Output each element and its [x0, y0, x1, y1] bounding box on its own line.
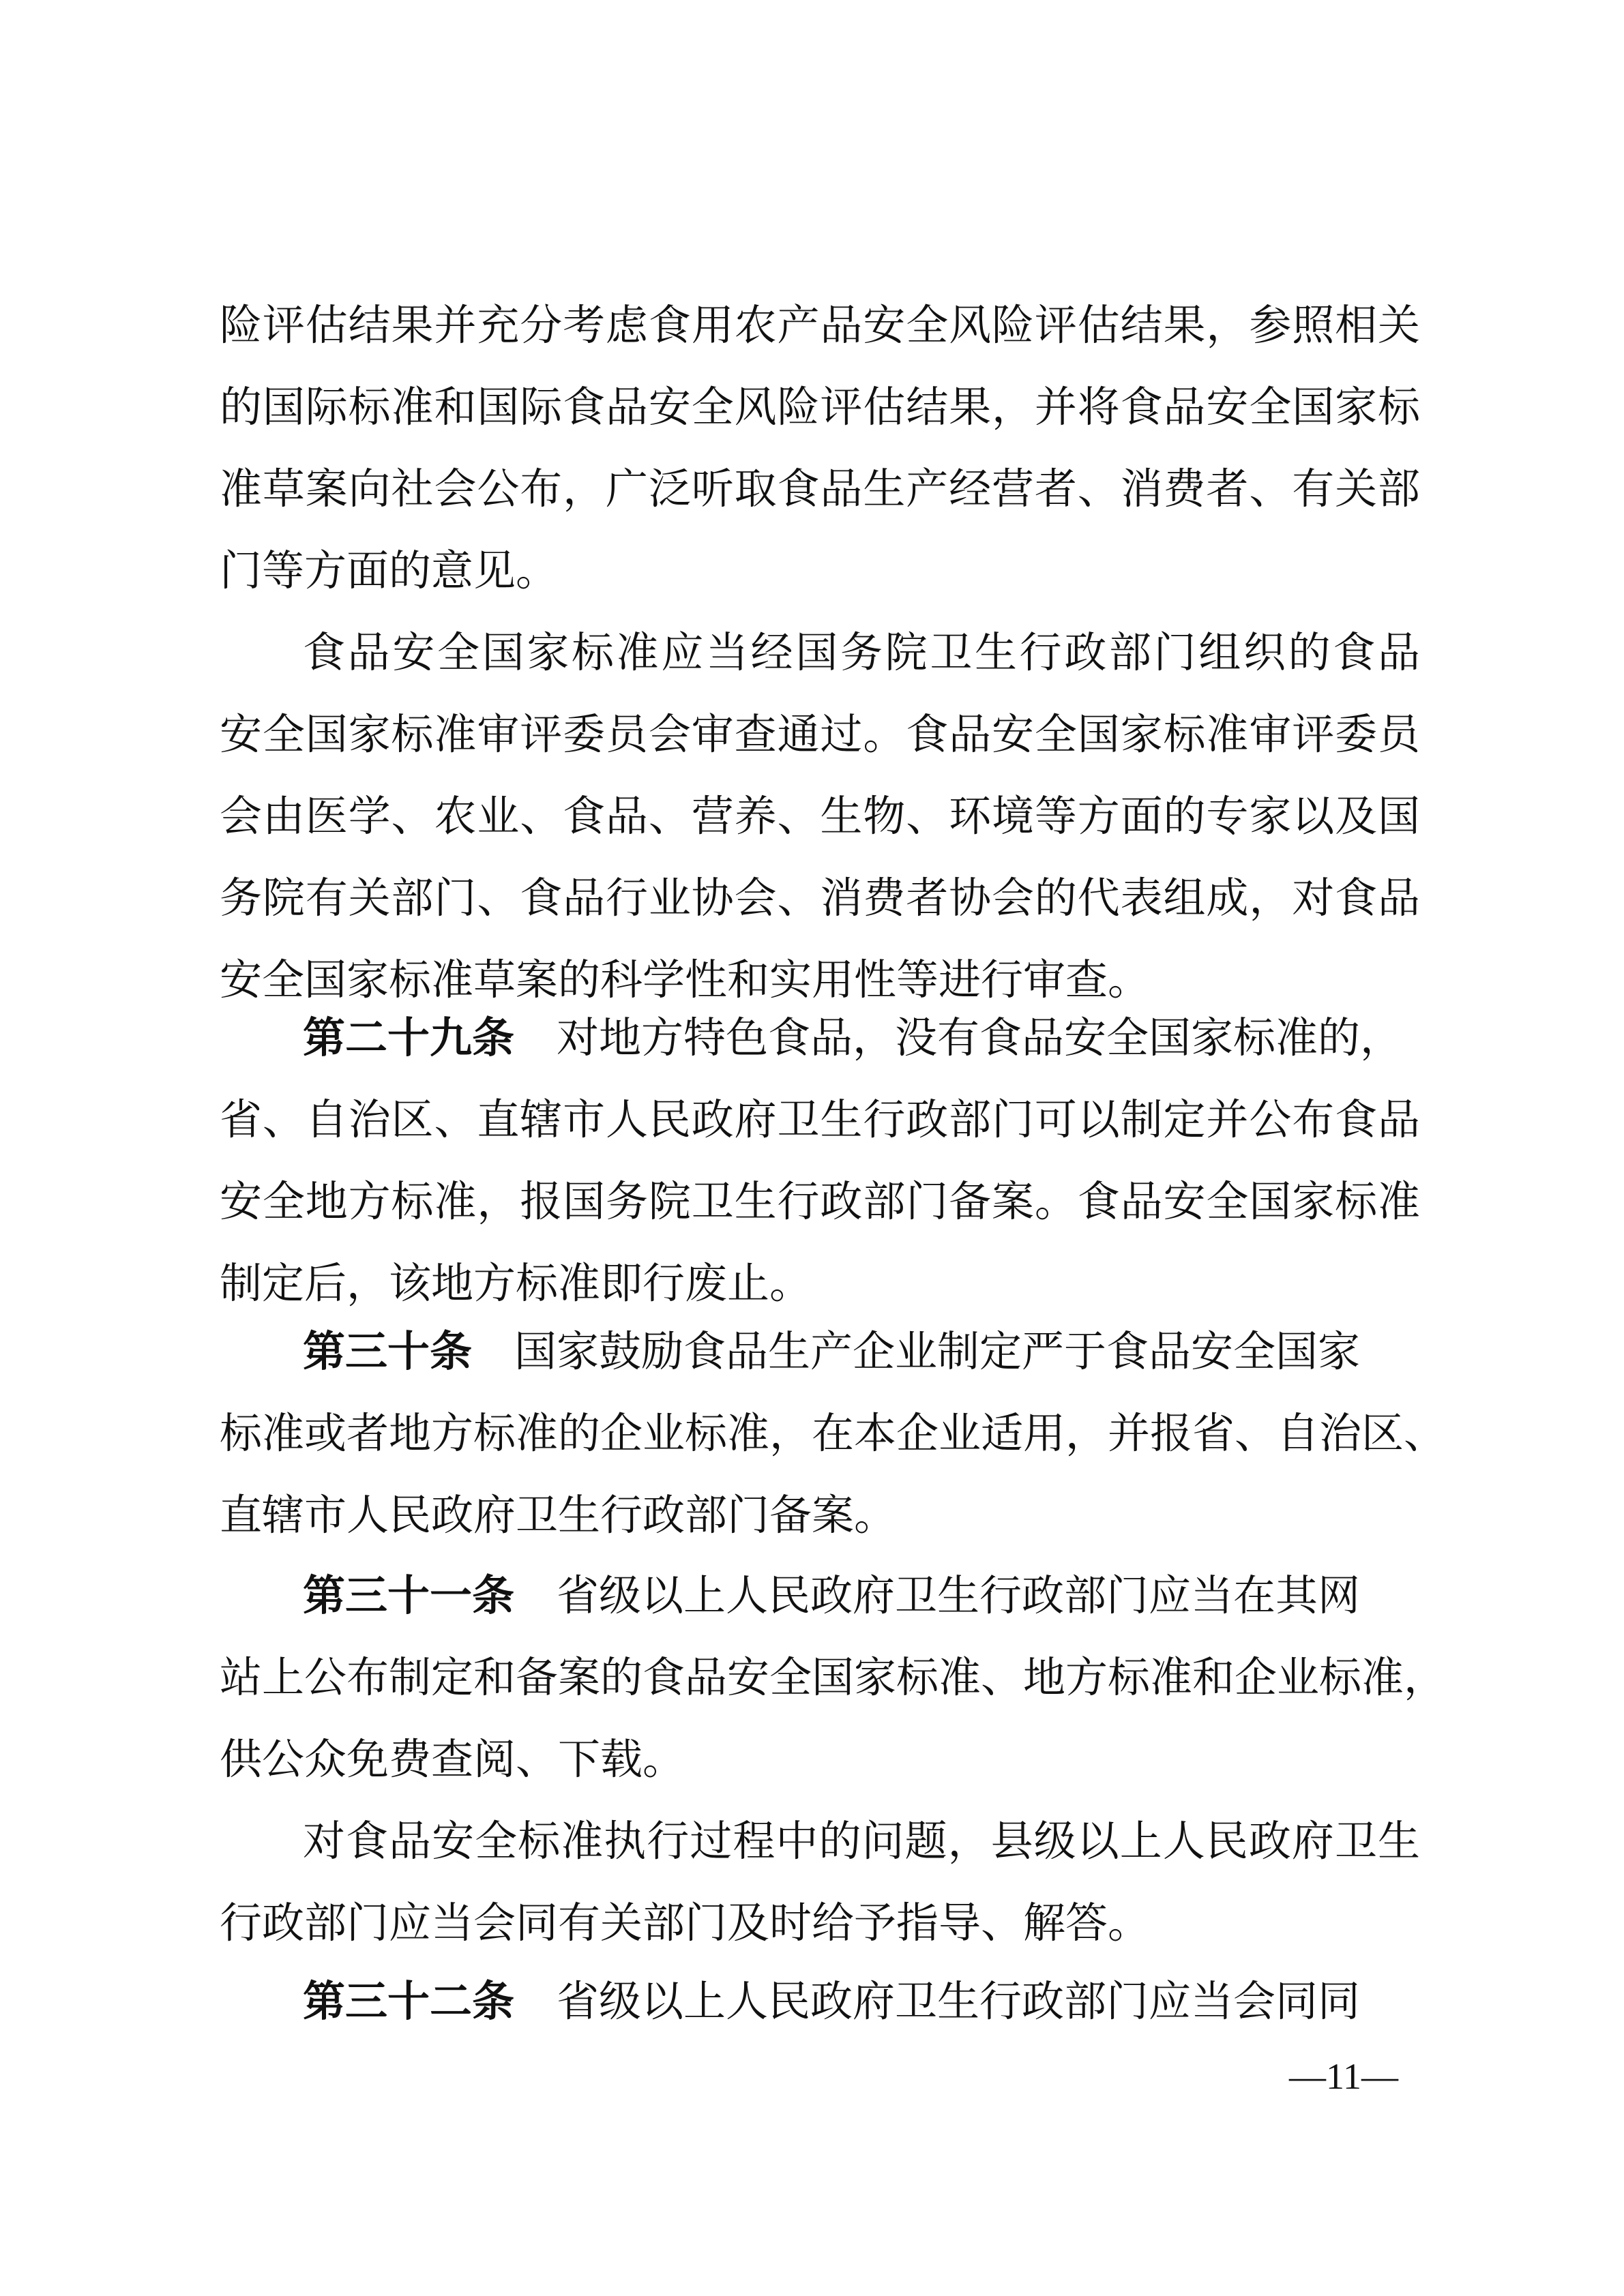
article-text: 省级以上人民政府卫生行政部门应当在其网 — [557, 1570, 1361, 1620]
article-first-line — [303, 997, 1420, 1079]
text-line: 安全国家标准草案的科学性和实用性等进行审查。 — [220, 955, 1151, 1004]
article-label: 第三十条 — [303, 1326, 473, 1376]
article-label: 第三十一条 — [303, 1570, 515, 1620]
article-first-line — [303, 1960, 1420, 2042]
text-line: 供公众免费查阅、下载。 — [220, 1734, 685, 1784]
article-text: 省级以上人民政府卫生行政部门应当会同同 — [557, 1976, 1361, 2026]
article-text: 国家鼓励食品生产企业制定严于食品安全国家 — [514, 1326, 1361, 1376]
text-line: 直辖市人民政府卫生行政部门备案。 — [220, 1490, 897, 1540]
text-line: 标准或者地方标准的企业标准，在本企业适用，并报省、自治区、 — [220, 1408, 1447, 1458]
article-label: 第二十九条 — [303, 1013, 515, 1062]
page-number: —11— — [1289, 2056, 1398, 2097]
text-line: 制定后，该地方标准即行废止。 — [220, 1258, 812, 1308]
text-line: 会由医学、农业、食品、营养、生物、环境等方面的专家以及国 — [220, 791, 1420, 841]
text-line: 站上公布制定和备案的食品安全国家标准、地方标准和企业标准， — [220, 1652, 1447, 1702]
text-line: 省、自治区、直辖市人民政府卫生行政部门可以制定并公布食品 — [220, 1094, 1420, 1144]
text-line: 安全国家标准审评委员会审查通过。食品安全国家标准审评委员 — [220, 709, 1420, 759]
text-line: 安全地方标准，报国务院卫生行政部门备案。食品安全国家标准 — [220, 1176, 1420, 1226]
article-label: 第三十二条 — [303, 1976, 515, 2026]
text-line: 险评估结果并充分考虑食用农产品安全风险评估结果，参照相关 — [220, 300, 1420, 350]
article-first-line — [303, 1311, 1420, 1392]
article-first-line — [303, 1555, 1420, 1637]
text-line: 的国际标准和国际食品安全风险评估结果，并将食品安全国家标 — [220, 382, 1420, 432]
text-line: 行政部门应当会同有关部门及时给予指导、解答。 — [220, 1898, 1151, 1948]
text-line: 务院有关部门、食品行业协会、消费者协会的代表组成，对食品 — [220, 873, 1420, 923]
text-line: 准草案向社会公布，广泛听取食品生产经营者、消费者、有关部 — [220, 464, 1420, 513]
article-text: 对地方特色食品，没有食品安全国家标准的， — [557, 1013, 1403, 1062]
text-line: 食品安全国家标准应当经国务院卫生行政部门组织的食品 — [303, 627, 1420, 677]
text-line: 门等方面的意见。 — [220, 546, 559, 595]
text-line: 对食品安全标准执行过程中的问题，县级以上人民政府卫生 — [303, 1816, 1420, 1866]
